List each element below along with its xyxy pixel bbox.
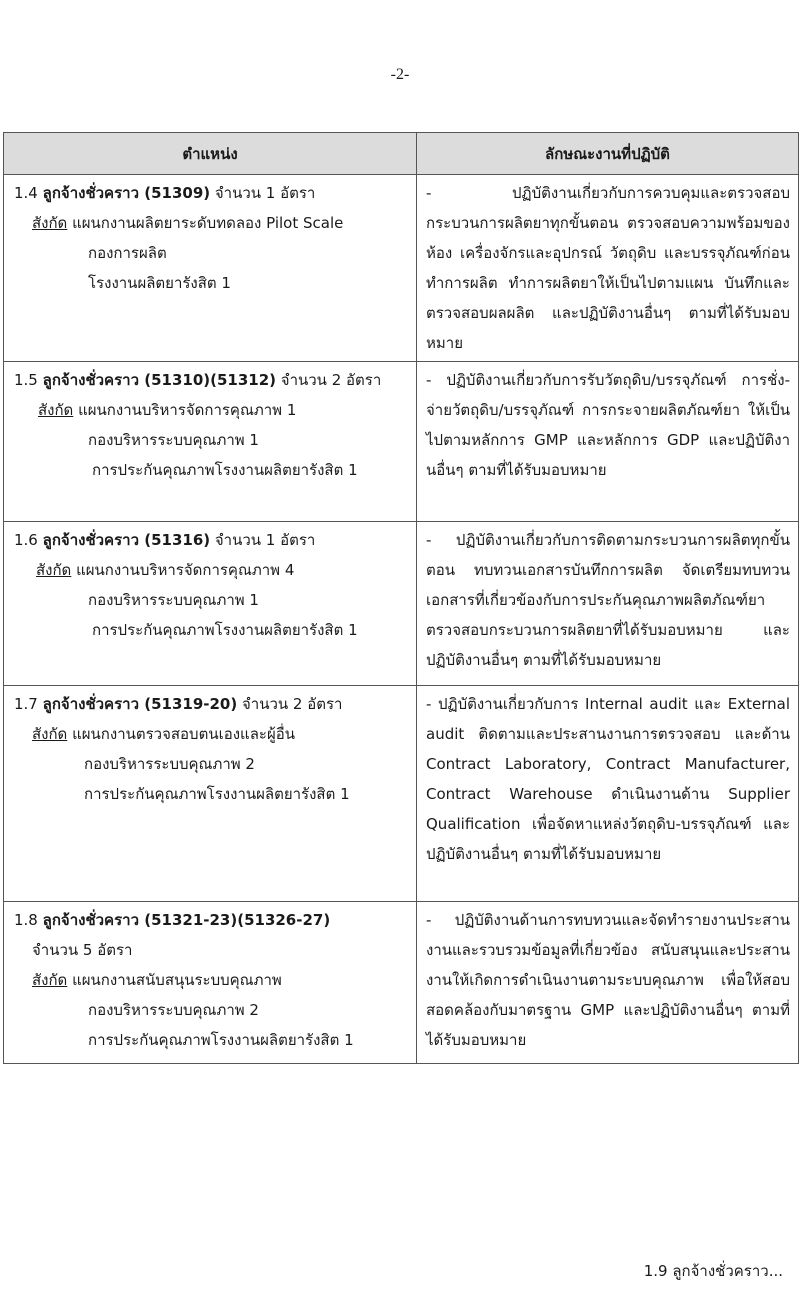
position-count: จำนวน 2 อัตรา	[280, 371, 382, 389]
table-row	[4, 175, 799, 362]
position-number: 1.6	[14, 531, 38, 549]
affiliation-line	[14, 555, 416, 585]
position-title: ลูกจ้างชั่วคราว (51316)	[42, 531, 211, 549]
duties-cell: - ปฏิบัติงานด้านการทบทวนและจัดทำรายงานประสานงานและรวบรวมข้อมูลที่เกี่ยวข้อง สนับสนุนและประสานงานให้เกิดการดำเนินงานตามระบบคุณภาพ เพื่อให้สอบสอดคล้องกับมาตรฐาน GMP และปฏิบัติงานอื่นๆ ตามที่ได้รับมอบหมาย	[417, 902, 799, 1064]
position-count: จำนวน 1 อัตรา	[214, 184, 316, 202]
affiliation-division: กองบริหารระบบคุณภาพ 2	[88, 1001, 259, 1019]
affiliation-division: กองบริหารระบบคุณภาพ 1	[88, 431, 259, 449]
position-number: 1.4	[14, 184, 38, 202]
position-cell	[4, 902, 417, 1064]
affiliation-department: การประกันคุณภาพโรงงานผลิตยารังสิต 1	[88, 1031, 354, 1049]
duties-cell: - ปฏิบัติงานเกี่ยวกับการควบคุมและตรวจสอบกระบวนการผลิตยาทุกขั้นตอน ตรวจสอบความพร้อมของห้อง เครื่องจักรและอุปกรณ์ วัตถุดิบ และบรรจุภัณฑ์ก่อนทำการผลิต ทำการผลิตยาให้เป็นไปตามแผน บันทึกและตรวจสอบผลผลิต และปฏิบัติงานอื่นๆ ตามที่ได้รับมอบหมาย	[417, 175, 799, 362]
table-row	[4, 902, 799, 1064]
position-count: จำนวน 5 อัตรา	[32, 941, 133, 959]
affiliation-department: โรงงานผลิตยารังสิต 1	[88, 274, 231, 292]
affiliation-label: สังกัด	[32, 214, 68, 232]
position-title: ลูกจ้างชั่วคราว (51321-23)(51326-27)	[42, 911, 331, 929]
affiliation-label: สังกัด	[32, 725, 68, 743]
affiliation-label: สังกัด	[38, 401, 74, 419]
position-cell	[4, 175, 417, 362]
position-title-line	[14, 178, 416, 208]
duties-cell: - ปฏิบัติงานเกี่ยวกับการรับวัตถุดิบ/บรรจุภัณฑ์ การชั่ง-จ่ายวัตถุดิบ/บรรจุภัณฑ์ การกระจายผลิตภัณฑ์ยา ให้เป็นไปตามหลักการ GMP และหลักการ GDP และปฏิบัติงานอื่นๆ ตามที่ได้รับมอบหมาย	[417, 362, 799, 522]
affiliation-line	[14, 208, 416, 238]
duties-cell: - ปฏิบัติงานเกี่ยวกับการติดตามกระบวนการผลิตทุกขั้นตอน ทบทวนเอกสารบันทึกการผลิต จัดเตรียมทบทวนเอกสารที่เกี่ยวข้องกับการประกันคุณภาพผลิตภัณฑ์ยา ตรวจสอบกระบวนการผลิตยาที่ได้รับมอบหมาย และปฏิบัติงานอื่นๆ ตามที่ได้รับมอบหมาย	[417, 522, 799, 686]
position-title: ลูกจ้างชั่วคราว (51319-20)	[42, 695, 238, 713]
position-cell	[4, 686, 417, 902]
page-number: -2-	[390, 66, 410, 83]
position-title-line	[14, 689, 416, 719]
position-title: ลูกจ้างชั่วคราว (51309)	[42, 184, 211, 202]
affiliation-unit: แผนกงานตรวจสอบตนเองและผู้อื่น	[72, 725, 296, 743]
header-duties: ลักษณะงานที่ปฏิบัติ	[417, 133, 799, 175]
position-cell	[4, 362, 417, 522]
affiliation-division: กองบริหารระบบคุณภาพ 2	[84, 755, 255, 773]
affiliation-unit: แผนกงานผลิตยาระดับทดลอง Pilot Scale	[72, 214, 344, 232]
position-number: 1.7	[14, 695, 38, 713]
position-title-line	[14, 365, 416, 395]
position-number: 1.5	[14, 371, 38, 389]
affiliation-line	[14, 719, 416, 749]
table-row	[4, 522, 799, 686]
affiliation-department: การประกันคุณภาพโรงงานผลิตยารังสิต 1	[92, 461, 358, 479]
table-row	[4, 362, 799, 522]
table-header-row	[4, 133, 799, 175]
position-count: จำนวน 1 อัตรา	[214, 531, 316, 549]
affiliation-line	[14, 395, 416, 425]
affiliation-label: สังกัด	[32, 971, 68, 989]
affiliation-line	[14, 965, 416, 995]
header-position: ตำแหน่ง	[4, 133, 417, 175]
affiliation-unit: แผนกงานบริหารจัดการคุณภาพ 4	[76, 561, 295, 579]
position-title: ลูกจ้างชั่วคราว (51310)(51312)	[42, 371, 277, 389]
continuation-note: 1.9 ลูกจ้างชั่วคราว...	[643, 1262, 783, 1280]
position-number: 1.8	[14, 911, 38, 929]
position-cell	[4, 522, 417, 686]
affiliation-division: กองบริหารระบบคุณภาพ 1	[88, 591, 259, 609]
affiliation-department: การประกันคุณภาพโรงงานผลิตยารังสิต 1	[84, 785, 350, 803]
duties-cell: - ปฏิบัติงานเกี่ยวกับการ Internal audit และ External audit ติดตามและประสานงานการตรวจสอบ และด้าน Contract Laboratory, Contract Manufacturer, Contract Warehouse ดำเนินงานด้าน Supplier Qualification เพื่อจัดหาแหล่งวัตถุดิบ-บรรจุภัณฑ์ และปฏิบัติงานอื่นๆ ตามที่ได้รับมอบหมาย	[417, 686, 799, 902]
affiliation-label: สังกัด	[36, 561, 72, 579]
position-title-line	[14, 525, 416, 555]
affiliation-division: กองการผลิต	[88, 244, 167, 262]
position-count: จำนวน 2 อัตรา	[242, 695, 343, 713]
affiliation-unit: แผนกงานสนับสนุนระบบคุณภาพ	[72, 971, 282, 989]
affiliation-department: การประกันคุณภาพโรงงานผลิตยารังสิต 1	[92, 621, 358, 639]
table-row	[4, 686, 799, 902]
job-description-table	[3, 132, 799, 1064]
affiliation-unit: แผนกงานบริหารจัดการคุณภาพ 1	[78, 401, 297, 419]
position-title-line	[14, 905, 416, 935]
